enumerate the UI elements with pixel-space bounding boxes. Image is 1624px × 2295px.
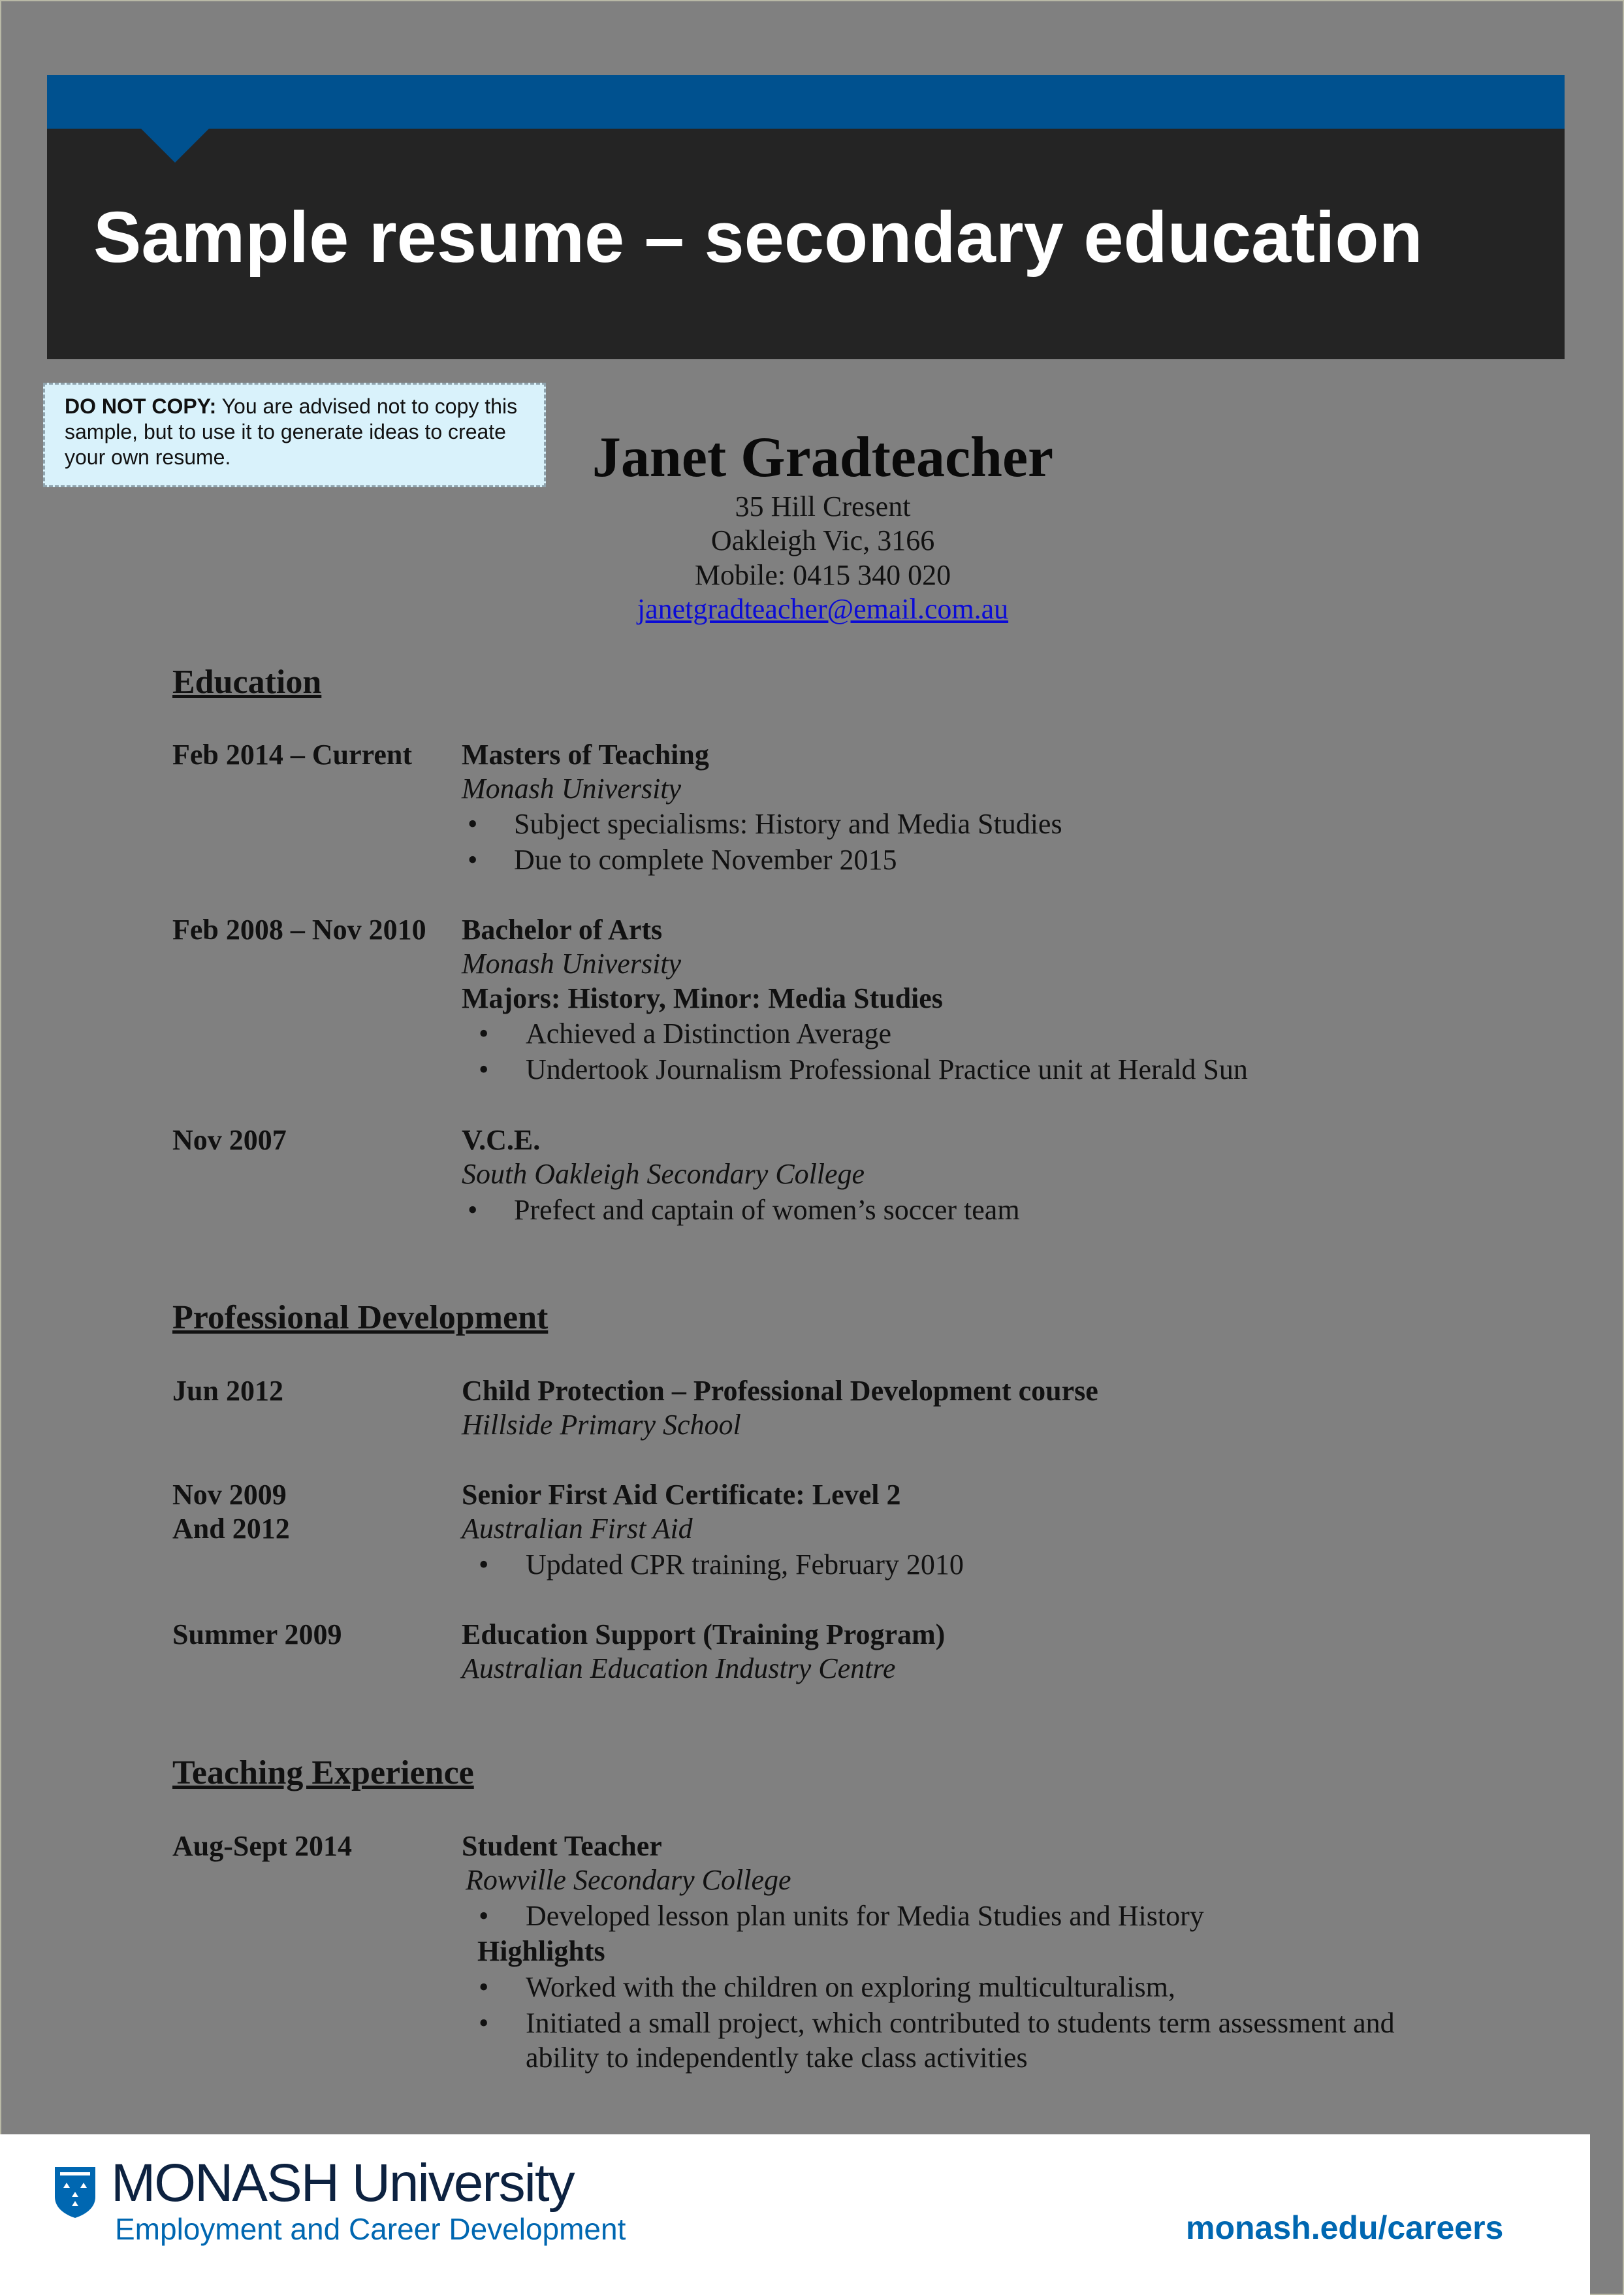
pd-2-title: Senior First Aid Certificate: Level 2 <box>462 1479 901 1511</box>
pd-2-bullet-1: Updated CPR training, February 2010 <box>526 1549 964 1581</box>
bullet-icon: • <box>468 808 478 840</box>
teaching-heading: Teaching Experience <box>172 1754 474 1791</box>
bullet-icon: • <box>479 1549 489 1581</box>
pd-1-org: Hillside Primary School <box>462 1409 741 1441</box>
candidate-name: Janet Gradteacher <box>592 426 1054 489</box>
te-1-highlights-label: Highlights <box>477 1935 605 1967</box>
careers-website-link[interactable]: monash.edu/careers <box>1186 2209 1504 2246</box>
edu-2-title: Bachelor of Arts <box>462 914 663 946</box>
edu-3-title: V.C.E. <box>462 1124 541 1156</box>
bullet-icon: • <box>479 1971 489 2003</box>
edu-2-bullet-1: Achieved a Distinction Average <box>526 1018 891 1050</box>
email-wrap <box>496 592 1149 626</box>
edu-3-bullet-1: Prefect and captain of women’s soccer team <box>514 1194 1020 1226</box>
email-link[interactable]: janetgradteacher@email.com.au <box>637 593 1009 625</box>
te-1-org: Rowville Secondary College <box>466 1864 791 1896</box>
bullet-icon: • <box>479 2007 489 2039</box>
te-1-title: Student Teacher <box>462 1830 662 1862</box>
edu-1-title: Masters of Teaching <box>462 739 709 771</box>
edu-1-date: Feb 2014 – Current <box>172 739 413 771</box>
te-1-highlight-2: Initiated a small project, which contributed to students term assessment and <box>526 2007 1395 2039</box>
education-heading: Education <box>172 664 322 701</box>
edu-1-bullet-2: Due to complete November 2015 <box>514 844 897 876</box>
edu-1-org: Monash University <box>462 773 682 805</box>
logo-university: University <box>338 2153 574 2213</box>
address-line-2: Oakleigh Vic, 3166 <box>710 524 935 556</box>
header-notch <box>141 129 209 163</box>
edu-3-org: South Oakleigh Secondary College <box>462 1158 865 1190</box>
pd-3-date: Summer 2009 <box>172 1618 342 1650</box>
bullet-icon: • <box>479 1900 489 1932</box>
logo-subtitle: Employment and Career Development <box>115 2212 626 2246</box>
pd-2-date-2: And 2012 <box>172 1513 290 1545</box>
te-1-highlight-1: Worked with the children on exploring multiculturalism, <box>526 1971 1175 2003</box>
bullet-icon: • <box>479 1018 489 1050</box>
prof-dev-heading: Professional Development <box>172 1299 549 1336</box>
pd-2-org: Australian First Aid <box>462 1513 693 1545</box>
te-1-highlight-2-cont: ability to independently take class activities <box>526 2042 1028 2074</box>
address-line-1: 35 Hill Cresent <box>735 490 911 522</box>
te-1-bullet-1: Developed lesson plan units for Media Studies and History <box>526 1900 1204 1932</box>
notice-label: DO NOT COPY: <box>65 394 217 418</box>
logo-monash: MONASH <box>111 2153 338 2213</box>
bullet-icon: • <box>468 1194 478 1226</box>
bullet-icon: • <box>468 844 478 876</box>
pd-3-org: Australian Education Industry Centre <box>462 1652 896 1684</box>
edu-2-bullet-2: Undertook Journalism Professional Practice unit at Herald Sun <box>526 1053 1248 1085</box>
notice-text: You are advised not to copy this sample, but to use it to generate ideas to create your own resume. <box>65 394 518 469</box>
edu-2-majors: Majors: History, Minor: Media Studies <box>462 982 943 1014</box>
header-blue-band <box>47 75 1565 129</box>
pd-2-date: Nov 2009 <box>172 1479 287 1511</box>
te-1-date: Aug-Sept 2014 <box>172 1830 353 1862</box>
edu-2-org: Monash University <box>462 948 682 980</box>
bullet-icon: • <box>479 1053 489 1085</box>
mobile-number: Mobile: 0415 340 020 <box>694 559 951 591</box>
pd-1-title: Child Protection – Professional Development course <box>462 1375 1098 1407</box>
edu-1-bullet-1: Subject specialisms: History and Media Studies <box>514 808 1062 840</box>
monash-crest-icon <box>54 2166 97 2219</box>
monash-logo-text <box>111 2153 574 2214</box>
do-not-copy-notice <box>43 383 546 487</box>
pd-1-date: Jun 2012 <box>172 1375 283 1407</box>
edu-2-date: Feb 2008 – Nov 2010 <box>172 914 426 946</box>
page-title: Sample resume – secondary education <box>93 197 1423 278</box>
pd-3-title: Education Support (Training Program) <box>462 1618 946 1650</box>
edu-3-date: Nov 2007 <box>172 1124 287 1156</box>
